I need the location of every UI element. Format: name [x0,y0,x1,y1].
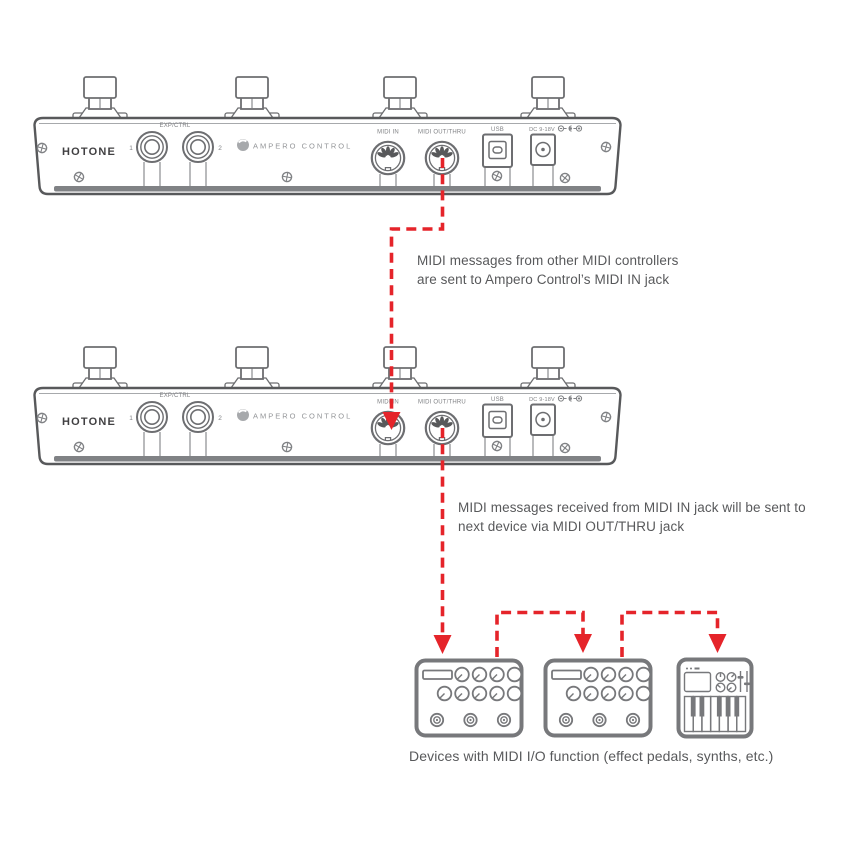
wire-device2-to-device3 [622,613,718,658]
exp-ctrl-jack-1 [137,132,167,162]
caption-line: are sent to Ampero Control’s MIDI IN jack [417,271,670,287]
midi-in-label: MIDI IN [377,129,399,136]
footswitch [73,347,575,389]
caption-midi-thru-note [458,499,806,536]
knob-row-2 [567,687,651,701]
arrowhead-device2 [574,634,592,653]
ampero-control-logo [237,409,352,421]
device-3-keyboard [676,657,754,739]
device-2-effect-pedal [543,658,653,738]
exp-ctrl-jack-1 [137,402,167,432]
caption-devices [409,747,773,766]
midi-out-thru-jack [426,142,458,174]
caption-line: Devices with MIDI I/O function (effect pedals, synths, etc.) [409,748,774,764]
caption-line: next device via MIDI OUT/THRU jack [458,518,685,534]
jack1-number: 1 [129,415,133,422]
device-1-effect-pedal [414,658,524,738]
bottom-lip [54,186,601,192]
midi-in-label: MIDI IN [377,399,399,406]
wire-device1-to-device2 [497,613,583,658]
exp-ctrl-jack-2 [183,402,213,432]
caption-midi-in-note [417,252,678,289]
knob-row-2 [438,687,522,701]
usb-port [483,405,512,438]
bottom-lip [54,456,601,462]
exp-ctrl-jack-2 [183,132,213,162]
midi-out-thru-label: MIDI OUT/THRU [418,399,466,406]
exp-ctrl-label: EXP/CTRL [159,393,191,399]
caption-line: MIDI messages from other MIDI controllers [417,253,679,268]
ampero-control-logo [237,139,352,151]
dc-power-label: DC 9-18V [529,127,555,133]
midi-out-thru-jack [426,412,458,444]
usb-port [483,135,512,168]
svg-text:AMPERO CONTROL: AMPERO CONTROL [253,411,353,421]
jack2-number: 2 [218,145,222,152]
hotone-logo: HOTONE [62,146,117,158]
footswitch [73,77,575,119]
exp-ctrl-label: EXP/CTRL [159,123,191,129]
caption-line: MIDI messages received from MIDI IN jack will be sent to [458,500,806,515]
jack2-number: 2 [218,415,222,422]
usb-label: USB [491,127,504,133]
jack1-number: 1 [129,145,133,152]
dc-power-jack [531,405,555,436]
svg-text:AMPERO CONTROL: AMPERO CONTROL [253,141,353,151]
arrowhead-device3 [709,634,727,653]
dc-power-jack [531,135,555,166]
ampero-control-unit-2 [30,340,625,472]
midi-out-thru-label: MIDI OUT/THRU [418,129,466,136]
ampero-control-unit-1 [30,70,625,202]
midi-in-jack [372,412,404,444]
dc-power-label: DC 9-18V [529,397,555,403]
hotone-logo: HOTONE [62,416,117,428]
midi-in-jack [372,142,404,174]
arrowhead-device1 [434,635,452,654]
usb-label: USB [491,397,504,403]
